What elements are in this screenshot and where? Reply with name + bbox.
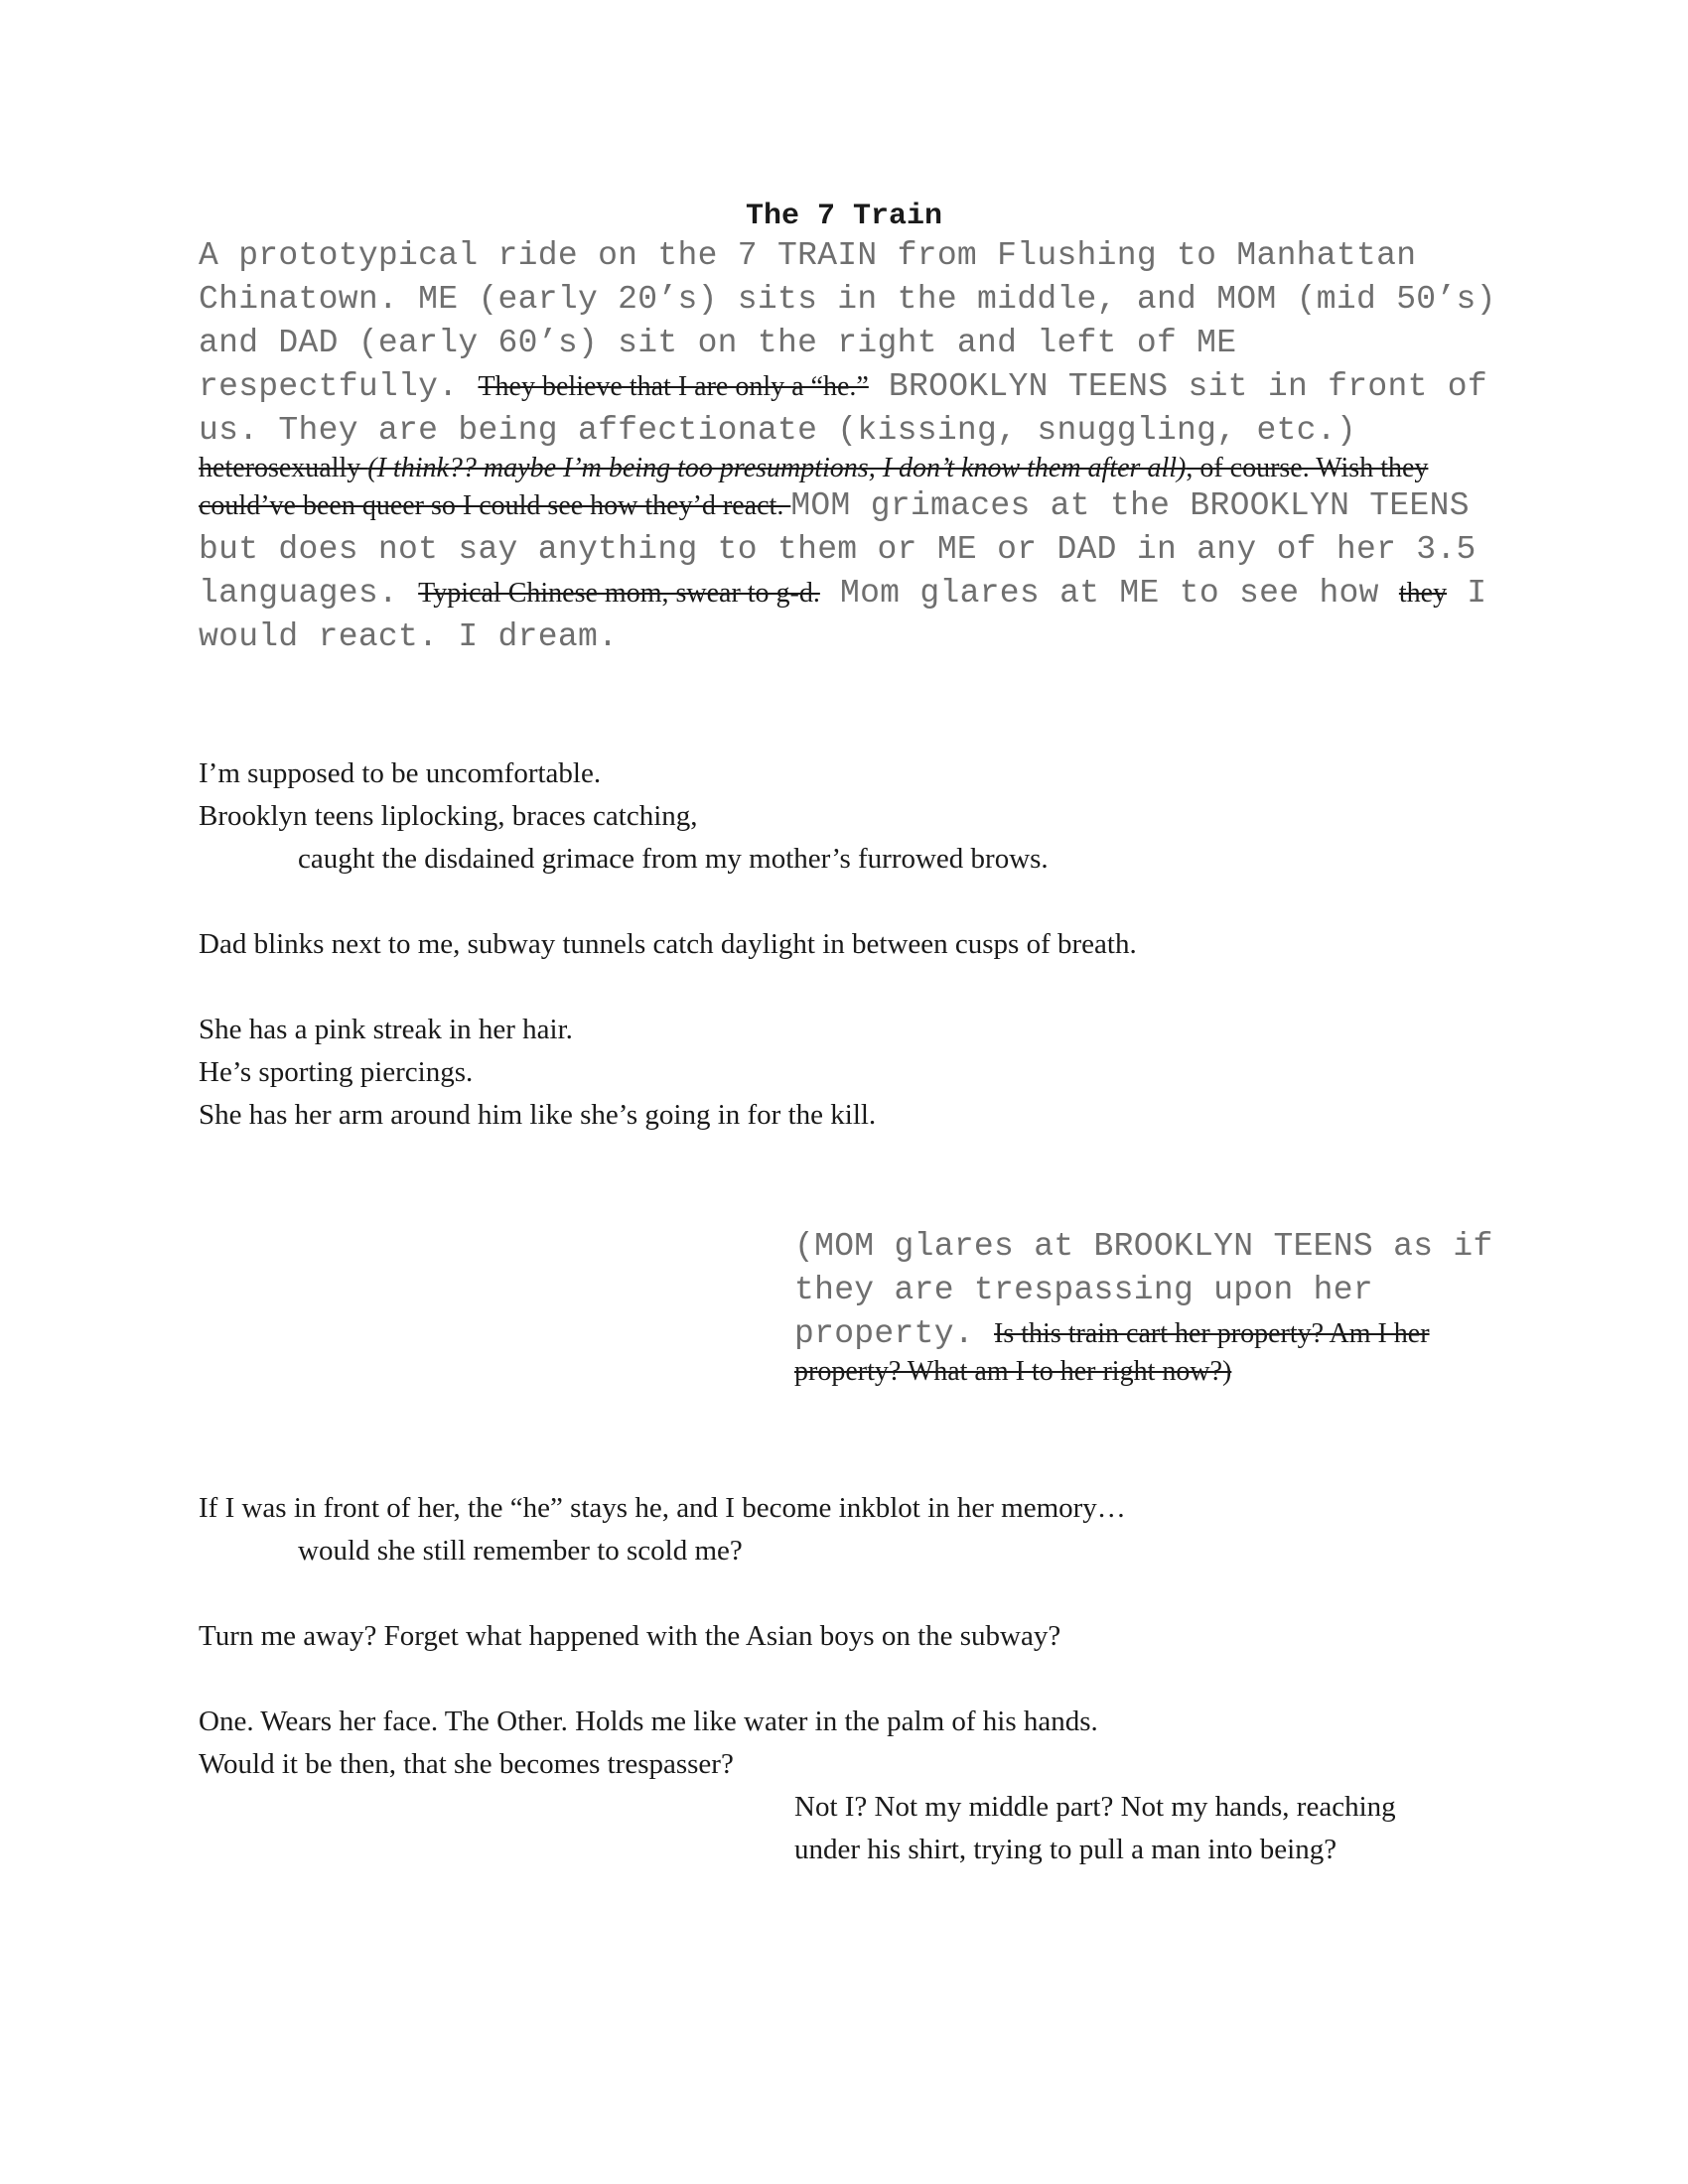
stanza-2 bbox=[199, 923, 1137, 966]
poem-line: under his shirt, trying to pull a man into being? bbox=[794, 1834, 1337, 1865]
stage-text-5: I would react. I dream. bbox=[199, 575, 1487, 655]
poem-line: She has her arm around him like she’s going in for the kill. bbox=[199, 1099, 877, 1131]
document-title: The 7 Train bbox=[745, 200, 943, 233]
poem-line: If I was in front of her, the “he” stays he, and I become inkblot in her memory… bbox=[199, 1492, 1126, 1524]
stage-direction-mom-glares bbox=[794, 1225, 1509, 1388]
poem-line: Brooklyn teens liplocking, braces catching, bbox=[199, 800, 698, 832]
stanza-6 bbox=[199, 1701, 1098, 1786]
poem-line: Not I? Not my middle part? Not my hands, reaching bbox=[794, 1791, 1396, 1823]
struck-text-2b: (I think?? maybe I’m being too presumptions, I don’t know them after all) bbox=[367, 453, 1187, 483]
struck-text-4: they bbox=[1398, 578, 1448, 609]
stanza-3 bbox=[199, 1009, 876, 1137]
poem-line: Dad blinks next to me, subway tunnels catch daylight in between cusps of breath. bbox=[199, 928, 1137, 960]
poem-line: He’s sporting piercings. bbox=[199, 1056, 474, 1088]
stage-text-2: BROOKLYN TEENS sit in front of us. They are being affectionate (kissing, snuggling, etc.) bbox=[199, 368, 1488, 449]
struck-text-2c: , of course. Wish they could’ve been queer so I could see how they’d react. bbox=[199, 453, 1429, 521]
poem-line: Turn me away? Forget what happened with the Asian boys on the subway? bbox=[199, 1620, 1061, 1652]
poem-line: I’m supposed to be uncomfortable. bbox=[199, 757, 602, 789]
poem-line: Would it be then, that she becomes trespasser? bbox=[199, 1748, 734, 1780]
stage-text-1: A prototypical ride on the 7 TRAIN from Flushing to Manhattan Chinatown. ME (early 20’s) sits in the middle, and MOM (mid 50’s) and DAD (early 60’s) sit on the right and left of ME respectfully. bbox=[199, 237, 1496, 405]
poem-line: One. Wears her face. The Other. Holds me like water in the palm of his hands. bbox=[199, 1706, 1098, 1737]
stanza-4 bbox=[199, 1487, 1126, 1572]
stage-text-4: Mom glares at ME to see how bbox=[819, 575, 1399, 612]
struck-text-1: They believe that I are only a “he.” bbox=[478, 371, 869, 402]
struck-text-2a: heterosexually bbox=[199, 453, 368, 483]
struck-text-3: Typical Chinese mom, swear to g-d. bbox=[418, 578, 820, 609]
poem-line-indented: would she still remember to scold me? bbox=[298, 1535, 743, 1567]
stanza-5 bbox=[199, 1615, 1060, 1658]
stanza-6-right bbox=[794, 1786, 1396, 1871]
poem-line-indented: caught the disdained grimace from my mother’s furrowed brows. bbox=[298, 843, 1049, 875]
poem-line: She has a pink streak in her hair. bbox=[199, 1014, 573, 1045]
stage-direction-opening bbox=[199, 234, 1499, 659]
stanza-1 bbox=[199, 752, 1049, 881]
struck-text: Is this train cart her property? Am I her property? What am I to her right now?) bbox=[794, 1318, 1430, 1387]
stage-text-3: MOM grimaces at the BROOKLYN TEENS but does not say anything to them or ME or DAD in any of her 3.5 languages. bbox=[199, 487, 1477, 612]
stage-text: (MOM glares at BROOKLYN TEENS as if they are trespassing upon her property. bbox=[794, 1228, 1493, 1352]
